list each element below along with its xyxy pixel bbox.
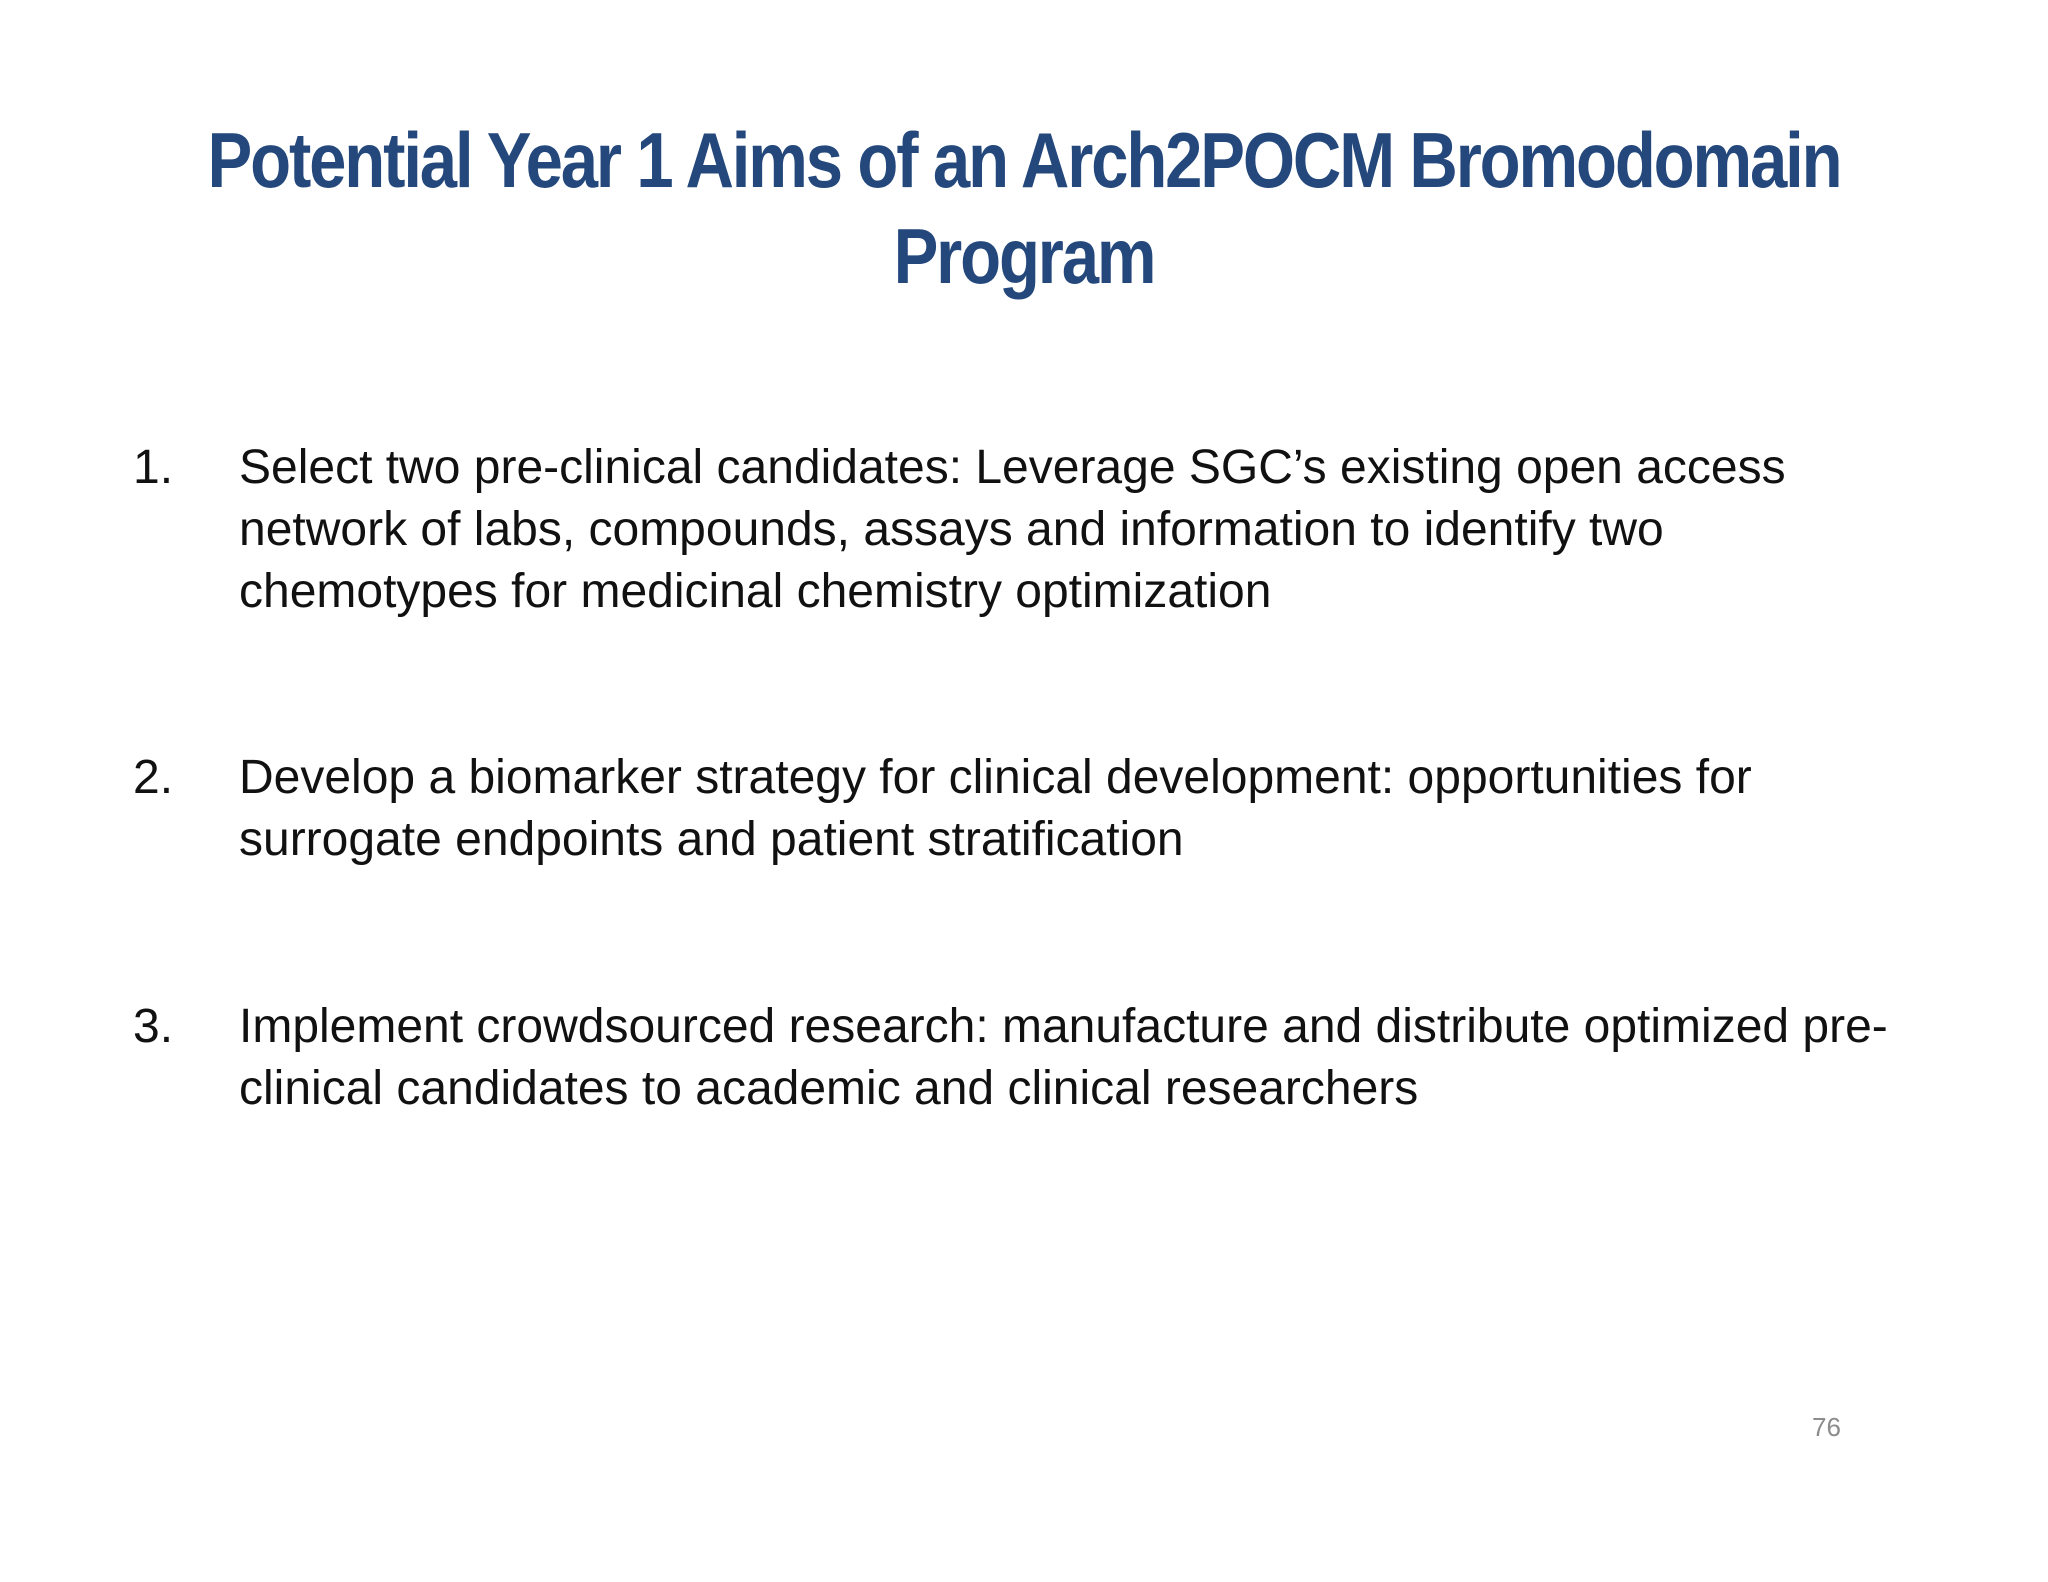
page-number: 76	[1812, 1412, 1841, 1442]
aim-text: Implement crowdsourced research: manufacture and distribute optimized pre-clinical candidates to academic and clinical researchers	[239, 1000, 1888, 1115]
aim-number: 3.	[133, 1000, 174, 1053]
aim-item-3	[133, 996, 1933, 1120]
aim-item-1	[133, 437, 1933, 623]
aim-text: Develop a biomarker strategy for clinical development: opportunities for surrogate endpoints and patient stratification	[239, 751, 1752, 866]
aim-number: 1.	[133, 441, 174, 494]
slide-title: Potential Year 1 Aims of an Arch2POCM Bromodomain Program	[207, 116, 1841, 300]
aim-number: 2.	[133, 751, 174, 804]
aim-text: Select two pre-clinical candidates: Leverage SGC’s existing open access network of labs, compounds, assays and information to identify two chemotypes for medicinal chemistry optimization	[239, 441, 1786, 618]
aim-item-2	[133, 747, 1933, 871]
